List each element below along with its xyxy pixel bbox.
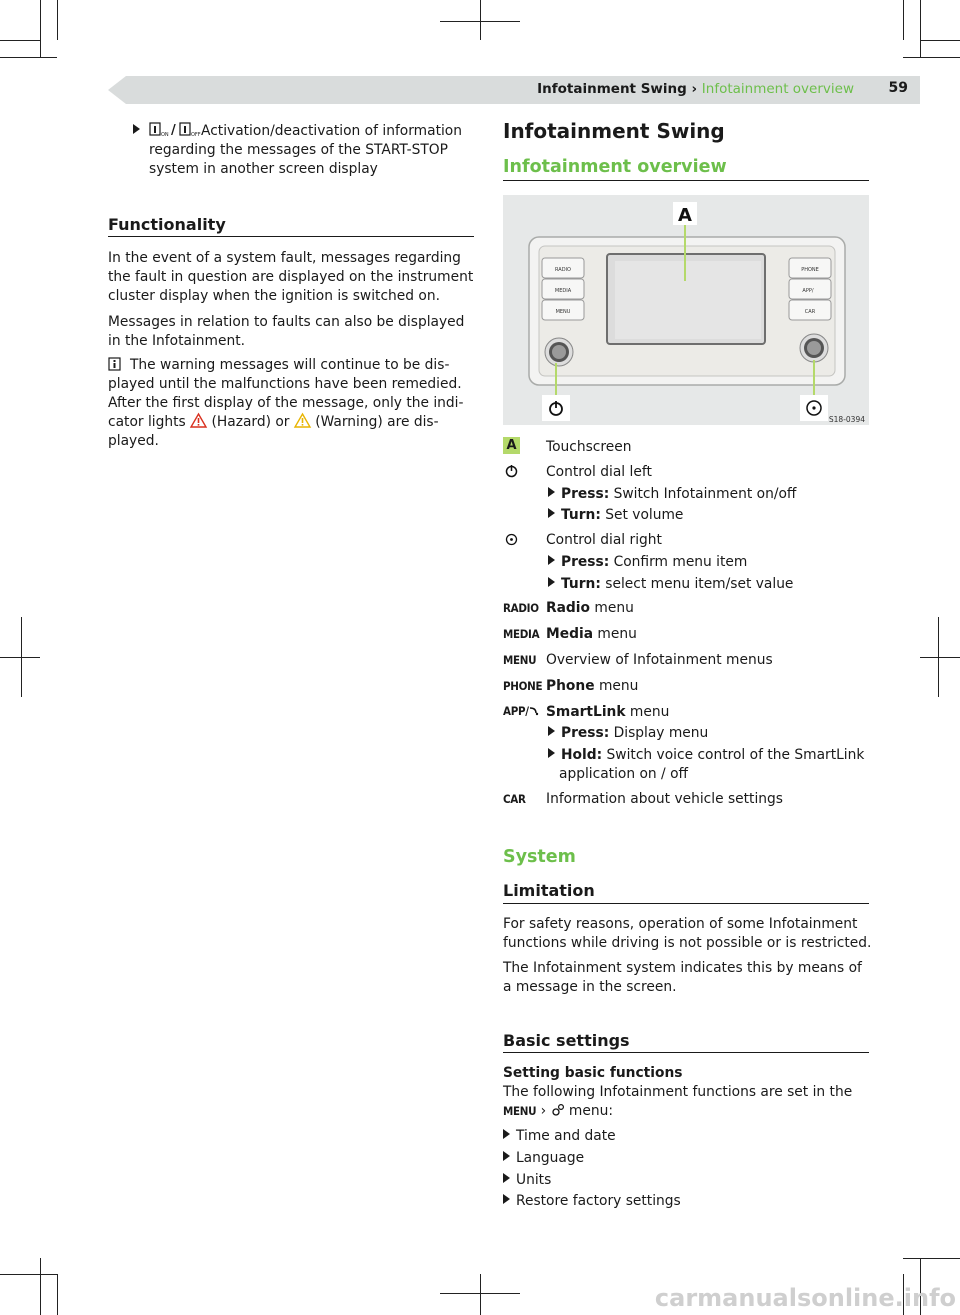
crop-mark [40,0,41,57]
list-item: Time and date [503,1127,616,1146]
legend-menu: Overview of Infotainment menus [546,652,773,668]
limitation-heading: Limitation [503,881,595,900]
dial-icon [505,533,518,546]
bullet-text: Activation/deactivation of information regarding the messages of the START-STOP system in another screen display [149,123,462,177]
crop-mark [480,0,481,40]
media-key-icon: MEDIA [503,627,540,641]
setting-subheading: Setting basic functions [503,1065,683,1081]
legend-bullet: Hold: Switch voice control of the SmartLink application on / off [548,746,868,784]
legend-media: Media menu [546,626,637,642]
voice-icon [529,706,539,716]
note-paragraph [108,356,478,451]
svg-text:ON: ON [161,132,169,138]
power-icon [505,464,518,478]
crop-mark [0,40,40,41]
heading-rule [503,903,869,904]
paragraph: For safety reasons, operation of some Infotainment functions while driving is not possible or is restricted. [503,916,872,951]
menu-key-icon: MENU [503,1104,537,1118]
radio-key-icon: RADIO [503,601,539,615]
crop-mark [40,1258,41,1315]
phone-button-label: PHONE [801,267,819,273]
bullet-label: Turn: [561,576,601,592]
list-item: Language [503,1149,584,1168]
legend-bullet: Press: Display menu [548,724,708,743]
infotainment-illustration [503,195,869,425]
heading-rule [503,180,869,181]
note-text: (Hazard) or [211,414,290,430]
legend-bullet [548,575,793,594]
breadcrumb [537,81,854,97]
crop-mark [920,657,960,658]
crop-mark [0,57,57,58]
note-text: played. [108,433,159,449]
note-text: After the first display of the message, only the indi- [108,395,464,411]
crop-mark [903,57,960,58]
media-button-label: MEDIA [554,288,572,294]
bullet-label: Press: [561,554,610,570]
bullet-arrow [133,122,146,141]
warning-icon [294,413,311,428]
legend-radio: Radio menu [546,600,634,616]
legend-car: Information about vehicle settings [546,791,783,807]
car-button-label: CAR [804,309,816,315]
overview-heading: Infotainment overview [503,157,727,177]
heading-rule [108,236,474,237]
legend-a-key: A [503,437,520,454]
setting-menu-path: MENU › menu: [503,1103,613,1119]
infotainment-unit-drawing [503,195,869,425]
crop-mark [920,0,921,57]
menu-key-icon: MENU [503,653,537,667]
crop-mark [57,1274,58,1315]
settings-gear-icon [551,1103,565,1117]
svg-text:OFF: OFF [191,132,201,138]
legend-a-text: Touchscreen [546,439,632,455]
phone-key-icon: PHONE [503,679,543,693]
start-stop-bullet [134,122,474,179]
legend-bullet [548,485,796,504]
breadcrumb-subsection: Infotainment overview [701,81,854,97]
info-note-icon [108,357,122,371]
app-button-label: APP/ [802,288,814,294]
legend-right-dial: Control dial right [546,532,662,548]
figure-code: S18-0394 [828,415,865,424]
functionality-heading: Functionality [108,215,226,234]
callout-a-label: A [678,205,692,226]
legend-bullet [548,506,683,525]
app-key-icon: APP/ [503,704,539,718]
note-text: (Warning) are dis- [315,414,439,430]
watermark: carmanualsonline.info [654,1284,956,1312]
legend-app: SmartLink menu [546,704,670,720]
list-item: Units [503,1171,551,1190]
legend-bullet [548,553,747,572]
crop-mark [0,1274,57,1275]
note-text: cator lights [108,414,186,430]
bullet-text: Confirm menu item [613,554,748,570]
list-item: Restore factory settings [503,1192,681,1211]
bullet-text: Set volume [605,507,684,523]
page-number: 59 [888,80,908,96]
radio-button-label: RADIO [555,267,571,273]
crop-mark [57,0,58,40]
legend-left-dial: Control dial left [546,464,652,480]
setting-line: The following Infotainment functions are set in the [503,1084,853,1100]
crop-mark [0,657,40,658]
crop-mark [903,0,904,40]
menu-button-label: MENU [555,309,571,315]
section-title: Infotainment Swing [503,119,725,143]
note-text: played until the malfunctions have been remedied. [108,376,462,392]
svg-text:/: / [171,123,176,138]
hazard-warning-icon [190,413,207,428]
crop-mark [938,617,939,697]
bullet-label: Press: [561,486,610,502]
bullet-text: select menu item/set value [605,576,794,592]
crop-mark [920,40,960,41]
paragraph: In the event of a system fault, messages regarding the fault in question are displayed on the instrument cluster display when the ignition is switched on. [108,250,474,304]
system-heading: System [503,847,576,867]
breadcrumb-section: Infotainment Swing [537,81,687,97]
crop-mark [480,1274,481,1315]
legend-phone: Phone menu [546,678,639,694]
bullet-label: Turn: [561,507,601,523]
crop-mark [21,617,22,697]
breadcrumb-separator: › [686,81,702,97]
crop-mark [903,1258,960,1259]
paragraph: The Infotainment system indicates this by means of a message in the screen. [503,960,862,995]
car-key-icon: CAR [503,792,526,806]
heading-rule [503,1052,869,1053]
note-text: The warning messages will continue to be dis- [130,357,450,373]
info-on-off-icon [149,122,199,137]
paragraph: Messages in relation to faults can also be displayed in the Infotainment. [108,314,465,349]
bullet-text: Switch Infotainment on/off [613,486,797,502]
basic-settings-heading: Basic settings [503,1031,630,1050]
